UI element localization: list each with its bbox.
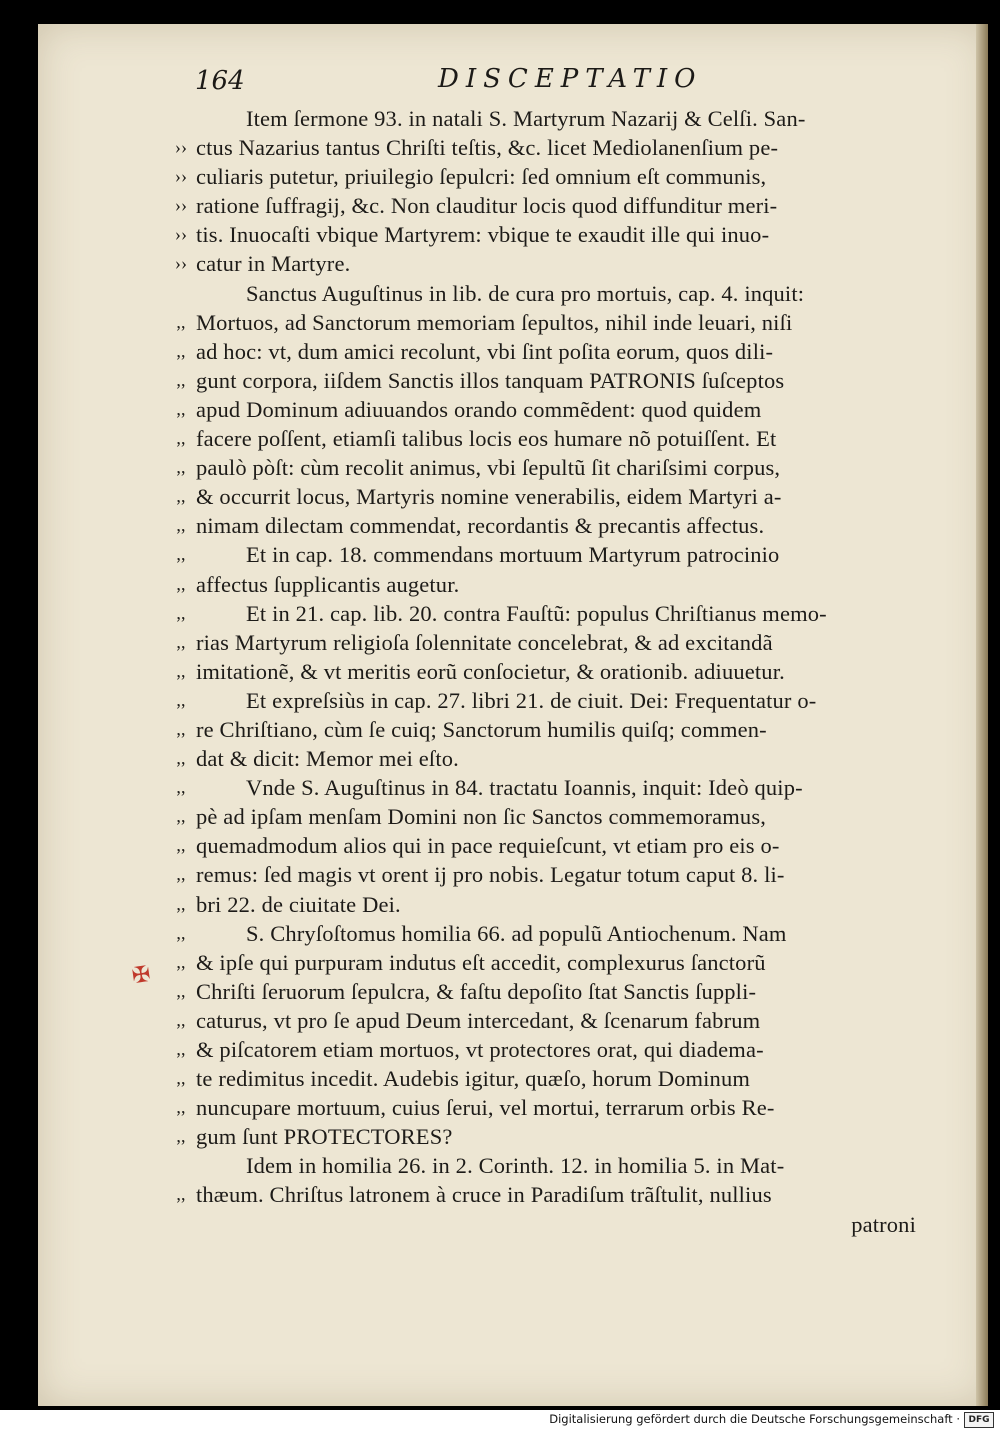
text-line xyxy=(176,628,916,657)
quote-mark: ,, xyxy=(176,777,186,798)
text-line xyxy=(176,919,916,948)
quote-mark: ,, xyxy=(176,369,186,390)
text-line xyxy=(176,1064,916,1093)
quote-mark: ,, xyxy=(176,398,186,419)
quote-mark: ,, xyxy=(176,835,186,856)
line-text: remus: ſed magis vt orent ij pro nobis. Legatur totum caput 8. li- xyxy=(196,862,785,888)
page-header xyxy=(195,64,915,104)
line-text: apud Dominum adiuuandos orando commẽdent: quod quidem xyxy=(196,396,762,422)
line-text: Et expreſsiùs in cap. 27. libri 21. de ciuit. Dei: Frequentatur o- xyxy=(246,687,817,713)
text-line xyxy=(174,220,916,249)
text-line xyxy=(176,1035,916,1064)
text-line xyxy=(176,977,916,1006)
quote-mark: ,, xyxy=(176,922,186,943)
quote-mark: ,, xyxy=(176,457,186,478)
text-line xyxy=(176,715,916,744)
line-text: nuncupare mortuum, cuius ſerui, vel mortui, terrarum orbis Re- xyxy=(196,1095,775,1121)
footer-credit: Digitalisierung gefördert durch die Deutsche Forschungsgemeinschaft · xyxy=(549,1412,960,1426)
quote-mark: ›› xyxy=(174,253,188,274)
text-line xyxy=(176,831,916,860)
line-text: Vnde S. Auguſtinus in 84. tractatu Ioannis, inquit: Ideò quip- xyxy=(246,775,803,801)
line-text: tis. Inuocaſti vbique Martyrem: vbique te exaudit ille qui inuo- xyxy=(196,222,770,248)
line-text: affectus ſupplicantis augetur. xyxy=(196,571,460,597)
text-line xyxy=(176,337,916,366)
text-line xyxy=(176,860,916,889)
text-line xyxy=(176,1180,916,1209)
quote-mark: ,, xyxy=(176,1097,186,1118)
quote-mark: ,, xyxy=(176,951,186,972)
quote-mark: ›› xyxy=(174,137,188,158)
text-line xyxy=(176,599,916,628)
text-line xyxy=(174,249,916,278)
line-text: culiaris putetur, priuilegio ſepulcri: ſed omnium eſt communis, xyxy=(196,164,767,190)
text-line xyxy=(176,1093,916,1122)
line-text: Et in cap. 18. commendans mortuum Martyrum patrocinio xyxy=(246,542,780,568)
text-line xyxy=(176,482,916,511)
line-text: te redimitus incedit. Audebis igitur, quæſo, horum Dominum xyxy=(196,1066,751,1092)
quote-mark: ,, xyxy=(176,311,186,332)
line-text: & occurrit locus, Martyris nomine venerabilis, eidem Martyri a- xyxy=(196,484,782,510)
quote-mark: ,, xyxy=(176,631,186,652)
text-line xyxy=(176,511,916,540)
line-text: bri 22. de ciuitate Dei. xyxy=(196,891,401,917)
page-edge xyxy=(976,24,988,1406)
quote-mark: ,, xyxy=(176,893,186,914)
text-line xyxy=(176,424,916,453)
quote-mark: ,, xyxy=(176,428,186,449)
quote-mark: ,, xyxy=(176,748,186,769)
quote-mark: ,, xyxy=(176,806,186,827)
page-body xyxy=(174,104,916,1239)
quote-mark: ,, xyxy=(176,660,186,681)
line-text: quemadmodum alios qui in pace requieſcunt, vt etiam pro eis o- xyxy=(196,833,780,859)
line-text: facere poſſent, etiamſi talibus locis eos humare nõ potuiſſent. Et xyxy=(196,426,777,452)
text-line xyxy=(176,686,916,715)
text-line xyxy=(176,657,916,686)
quote-mark: ,, xyxy=(176,573,186,594)
quote-mark: ,, xyxy=(176,980,186,1001)
text-line xyxy=(176,453,916,482)
quote-mark: ›› xyxy=(174,166,188,187)
line-text: Idem in homilia 26. in 2. Corinth. 12. in homilia 5. in Mat- xyxy=(246,1153,785,1179)
line-text: nimam dilectam commendat, recordantis & precantis affectus. xyxy=(196,513,765,539)
text-line xyxy=(176,948,916,977)
line-text: imitationẽ, & vt meritis eorũ conſocietur, & orationib. adiuuetur. xyxy=(196,658,785,684)
quote-mark: ,, xyxy=(176,544,186,565)
quote-mark: ›› xyxy=(174,224,188,245)
line-text: ratione ſuffragij, &c. Non clauditur locis quod diffunditur meri- xyxy=(196,193,778,219)
line-text: S. Chryſoſtomus homilia 66. ad populũ Antiochenum. Nam xyxy=(246,920,787,946)
quote-mark: ,, xyxy=(176,1068,186,1089)
quote-mark: ,, xyxy=(176,486,186,507)
line-text: dat & dicit: Memor mei eſto. xyxy=(196,746,459,772)
line-text: & piſcatorem etiam mortuos, vt protectores orat, qui diadema- xyxy=(196,1037,764,1062)
line-text: ctus Nazarius tantus Chriſti teſtis, &c. licet Mediolanenſium pe- xyxy=(196,135,779,161)
line-text: ad hoc: vt, dum amici recolunt, vbi ſint poſita eorum, quos dili- xyxy=(196,338,774,364)
text-line xyxy=(174,133,916,162)
line-text: Et in 21. cap. lib. 20. contra Fauſtũ: populus Chriſtianus memo- xyxy=(246,600,827,626)
line-text: catur in Martyre. xyxy=(196,251,351,277)
margin-note: ✠ xyxy=(130,961,153,990)
line-text: Chriſti ſeruorum ſepulcra, & faſtu depoſito ſtat Sanctis ſuppli- xyxy=(196,978,757,1004)
text-line xyxy=(176,570,916,599)
line-text: thæum. Chriſtus latronem à cruce in Paradiſum trãſtulit, nullius xyxy=(196,1182,772,1208)
text-line xyxy=(174,162,916,191)
text-line xyxy=(176,366,916,395)
running-head: DISCEPTATIO xyxy=(438,64,703,94)
text-line xyxy=(196,1151,916,1180)
quote-mark: ,, xyxy=(176,1039,186,1059)
line-text: paulò pòſt: cùm recolit animus, vbi ſepultũ ſit chariſsimi corpus, xyxy=(196,455,781,481)
text-line xyxy=(196,104,916,133)
quote-mark: ,, xyxy=(176,864,186,885)
text-line xyxy=(176,802,916,831)
quote-mark: ,, xyxy=(176,340,186,361)
quote-mark: ,, xyxy=(176,602,186,623)
text-line xyxy=(196,279,916,308)
quote-mark: ,, xyxy=(176,718,186,739)
footer-bar xyxy=(0,1410,1000,1429)
quote-mark: ,, xyxy=(176,1184,186,1205)
text-line xyxy=(176,395,916,424)
line-text: pè ad ipſam menſam Domini non ſic Sanctos commemoramus, xyxy=(196,804,767,830)
line-text: gunt corpora, iiſdem Sanctis illos tanquam PATRONIS ſuſceptos xyxy=(196,367,785,393)
quote-mark: ,, xyxy=(176,515,186,536)
text-line xyxy=(176,744,916,773)
text-line xyxy=(176,540,916,569)
text-line xyxy=(174,191,916,220)
quote-mark: ›› xyxy=(174,195,188,216)
page-number: 164 xyxy=(195,66,245,96)
line-text: re Chriſtiano, cùm ſe cuiq; Sanctorum humilis quiſq; commen- xyxy=(196,716,767,742)
line-text: Mortuos, ad Sanctorum memoriam ſepultos, nihil inde leuari, niſi xyxy=(196,309,793,335)
text-line xyxy=(196,1210,916,1239)
quote-mark: ,, xyxy=(176,1009,186,1030)
text-line xyxy=(176,773,916,802)
line-text: caturus, vt pro ſe apud Deum intercedant, & ſcenarum fabrum xyxy=(196,1007,761,1033)
line-text: & ipſe qui purpuram indutus eſt accedit, complexurus ſanctorũ xyxy=(196,949,766,975)
line-text: Sanctus Auguſtinus in lib. de cura pro mortuis, cap. 4. inquit: xyxy=(246,280,805,306)
text-line xyxy=(176,1122,916,1151)
quote-mark: ,, xyxy=(176,689,186,710)
line-text: Item ſermone 93. in natali S. Martyrum Nazarij & Celſi. San- xyxy=(246,106,806,131)
text-line xyxy=(176,1006,916,1035)
dfg-logo: DFG xyxy=(964,1412,994,1428)
line-text: rias Martyrum religioſa ſolennitate concelebrat, & ad excitandã xyxy=(196,629,773,655)
quote-mark: ,, xyxy=(176,1126,186,1147)
line-text: gum ſunt PROTECTORES? xyxy=(196,1124,453,1150)
line-text: patroni xyxy=(851,1211,916,1237)
text-line xyxy=(176,308,916,337)
text-line xyxy=(176,890,916,919)
